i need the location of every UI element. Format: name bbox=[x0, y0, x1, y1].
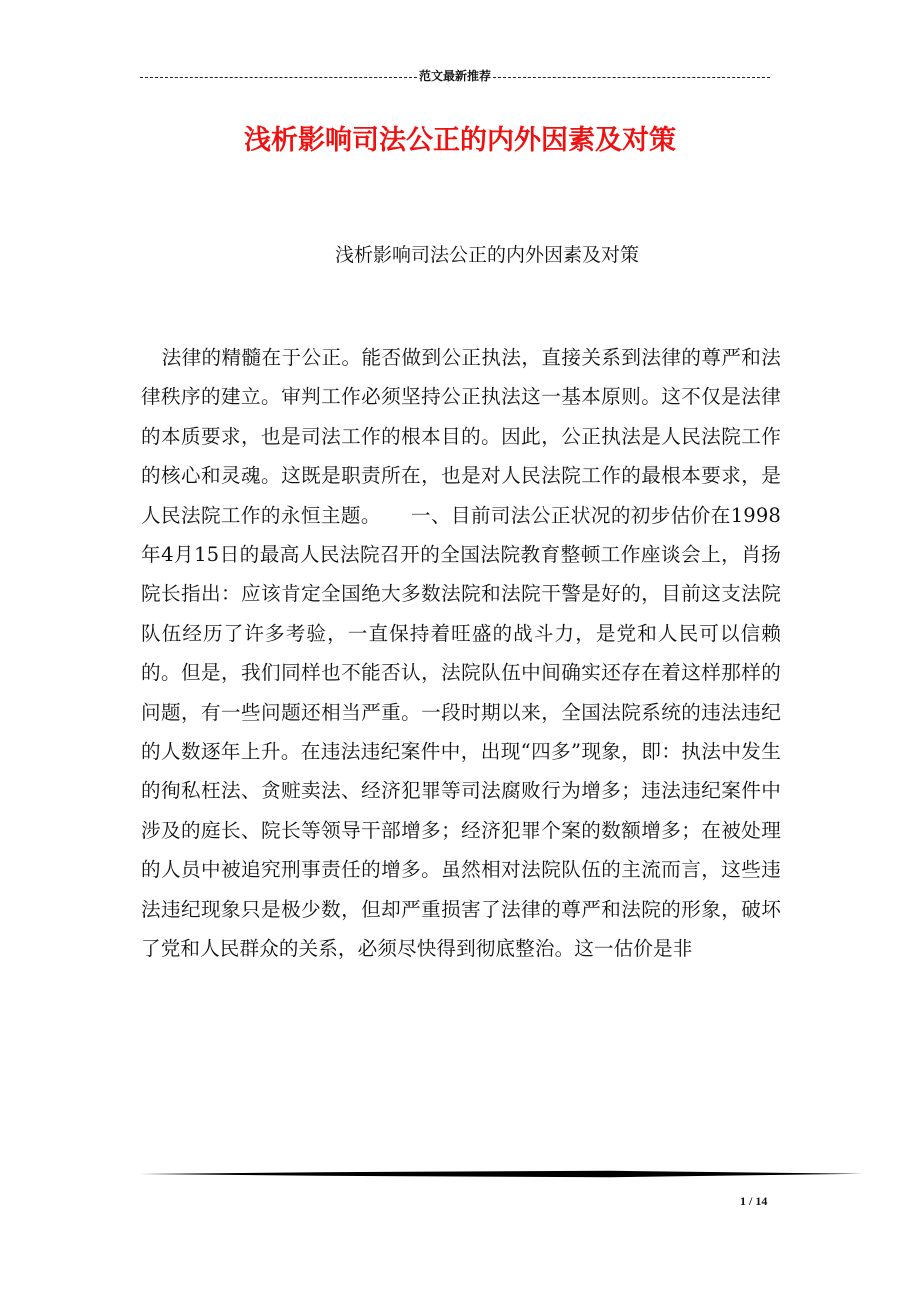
header-dash-left bbox=[140, 77, 417, 78]
document-subtitle: 浅析影响司法公正的内外因素及对策 bbox=[335, 244, 640, 266]
header-dash-right bbox=[493, 77, 770, 78]
header-label: 范文最新推荐 bbox=[419, 69, 492, 83]
page-header bbox=[140, 68, 770, 84]
page-number: 1 / 14 bbox=[740, 1194, 768, 1208]
footer-rule bbox=[140, 1170, 863, 1178]
document-body: 法律的精髓在于公正。能否做到公正执法，直接关系到法律的尊严和法律秩序的建立。审判工作必须坚持公正执法这一基本原则。这不仅是法律的本质要求，也是司法工作的根本目的。因此，公正执法是人民法院工作的核心和灵魂。这既是职责所在，也是对人民法院工作的最根本要求，是人民法院工作的永恒主题。 一、目前司法公正状况的初步估价在1998年4月15日的最高人民法院召开的全国法院教育整顿工作座谈会上，肖扬院长指出：应该肯定全国绝大多数法院和法院干警是好的，目前这支法院队伍经历了许多考验，一直保持着旺盛的战斗力，是党和人民可以信赖的。但是，我们同样也不能否认，法院队伍中间确实还存在着这样那样的问题，有一些问题还相当严重。一段时期以来，全国法院系统的违法违纪的人数逐年上升。在违法违纪案件中，出现“四多”现象，即：执法中发生的徇私枉法、贪赃卖法、经济犯罪等司法腐败行为增多；违法违纪案件中涉及的庭长、院长等领导干部增多；经济犯罪个案的数额增多；在被处理的人员中被追究刑事责任的增多。虽然相对法院队伍的主流而言，这些违法违纪现象只是极少数，但却严重损害了法律的尊严和法院的形象，破坏了党和人民群众的关系，必须尽快得到彻底整治。这一估价是非 bbox=[141, 346, 781, 961]
document-title: 浅析影响司法公正的内外因素及对策 bbox=[244, 125, 676, 156]
